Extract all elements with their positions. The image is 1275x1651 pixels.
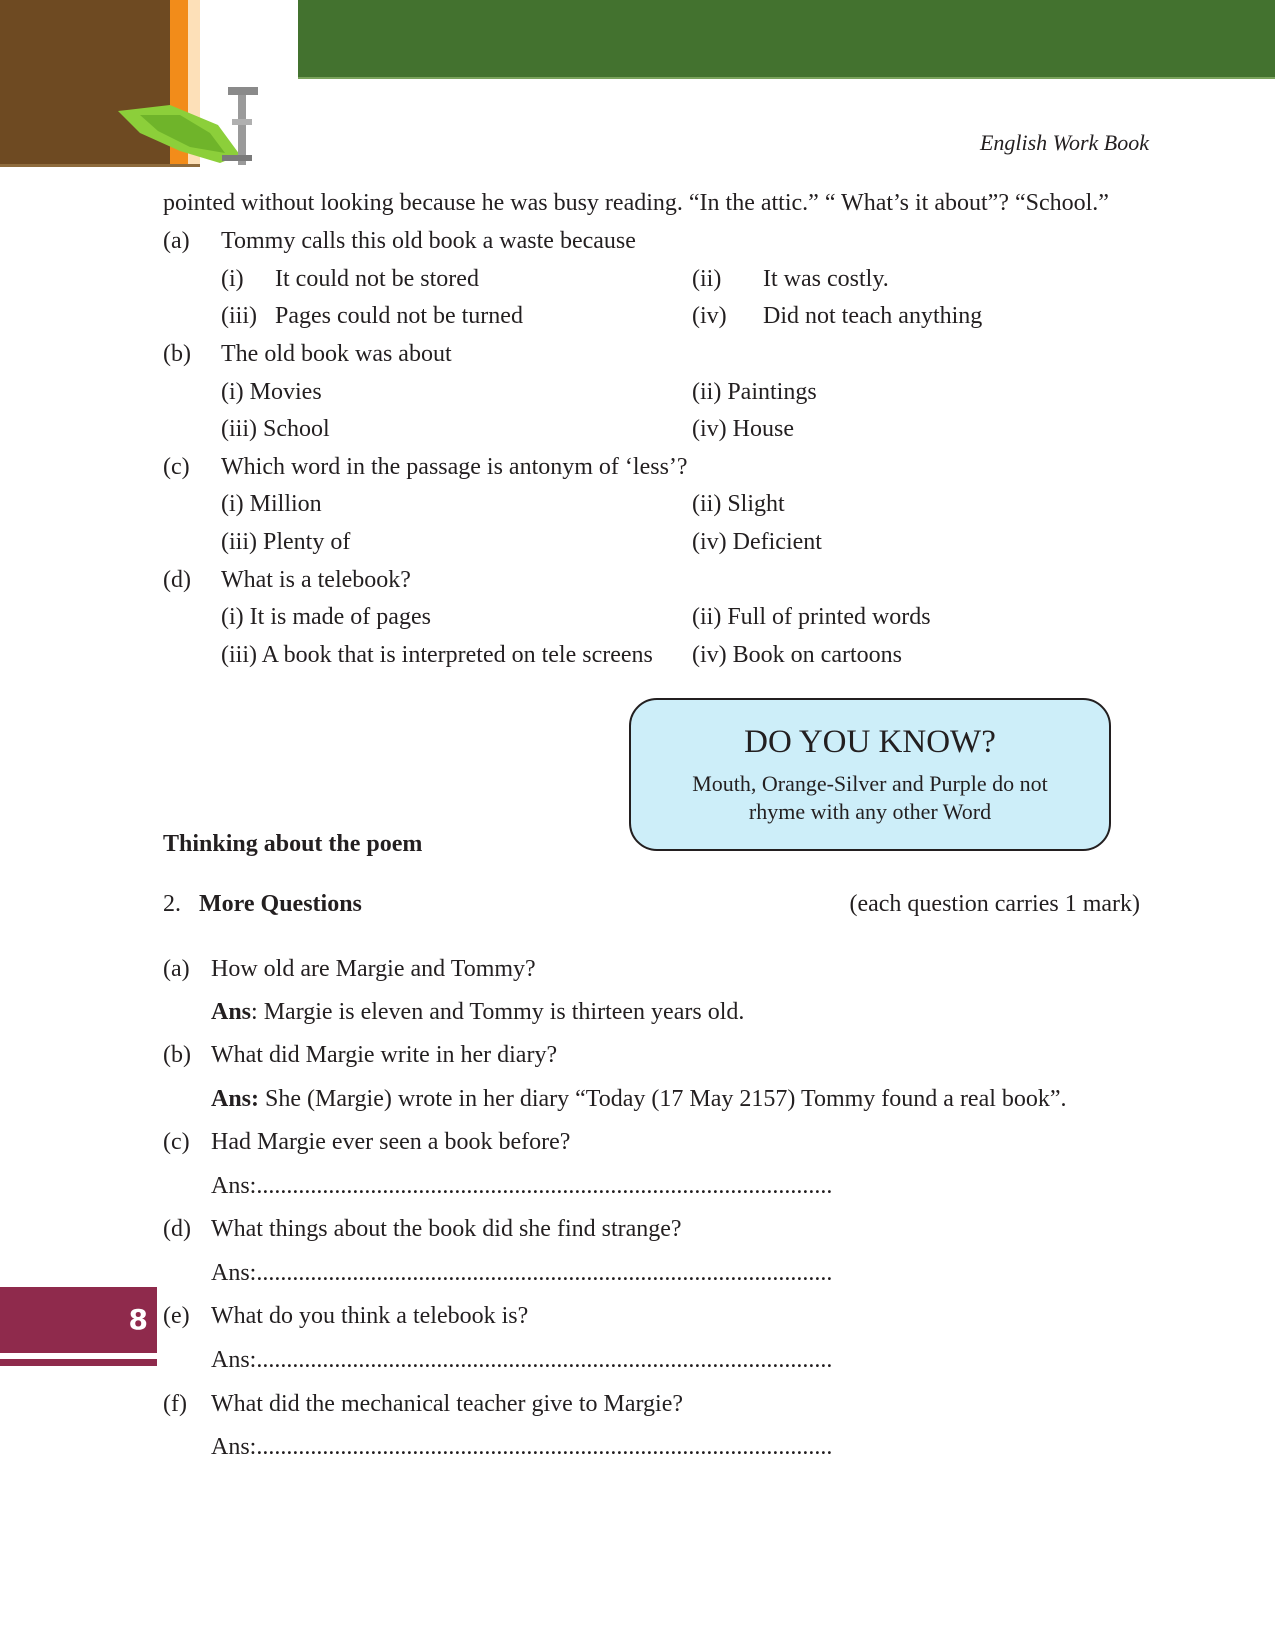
question-label: (e) [163,1303,190,1329]
question-text: What did Margie write in her diary? [211,1042,558,1068]
option-text: (iv) Deficient [692,529,822,555]
option-text: Pages could not be turned [275,303,523,329]
mcq-label: (d) [163,567,191,593]
question-text: What things about the book did she find strange? [211,1216,682,1242]
question-text: What do you think a telebook is? [211,1303,529,1329]
mcq-question: What is a telebook? [221,567,411,593]
do-you-know-line: rhyme with any other Word [748,799,992,824]
option-text: (iii) School [221,416,330,442]
marks-note: (each question carries 1 mark) [849,891,1140,917]
do-you-know-line: Mouth, Orange-Silver and Purple do not [692,771,1048,796]
option-text: (i) Movies [221,379,322,405]
answer-blank: Ans:................................................................................................ [211,1260,833,1286]
question-text: What did the mechanical teacher give to Margie? [211,1391,684,1417]
passage-text: pointed without looking because he was busy reading. “In the attic.” “ What’s it about”? “School.” [163,190,1109,216]
option-text: (iv) Book on cartoons [692,642,902,668]
option-text: It was costly. [763,266,889,292]
answer-blank: Ans:................................................................................................ [211,1434,833,1460]
mcq-label: (a) [163,228,190,254]
option-text: (iv) House [692,416,794,442]
answer-text: : Margie is eleven and Tommy is thirteen years old. [251,999,745,1025]
question-label: (f) [163,1391,187,1417]
option-text: Did not teach anything [763,303,983,329]
page-number-underline [0,1359,157,1366]
option-number: (i) [221,266,244,292]
question-label: (d) [163,1216,191,1242]
question-text: Had Margie ever seen a book before? [211,1129,571,1155]
mcq-question: The old book was about [221,341,452,367]
option-text: (ii) Full of printed words [692,604,931,630]
answer-label: Ans: [211,1086,260,1112]
option-text: It could not be stored [275,266,479,292]
running-head: English Work Book [979,130,1149,155]
answer-blank: Ans:................................................................................................ [211,1173,833,1199]
more-questions-title: More Questions [199,891,362,917]
section-heading: Thinking about the poem [163,831,423,857]
header-green-line [298,77,1275,79]
mcq-question: Which word in the passage is antonym of ‘less’? [221,454,688,480]
option-number: (iii) [221,303,257,329]
mcq-label: (c) [163,454,190,480]
answer-line [211,1084,1067,1114]
answer-text: She (Margie) wrote in her diary “Today (17 May 2157) Tommy found a real book”. [259,1086,1067,1112]
option-text: (i) It is made of pages [221,604,431,630]
mcq-question: Tommy calls this old book a waste because [221,228,636,254]
header-green-bar [298,0,1275,77]
option-text: (ii) Paintings [692,379,817,405]
do-you-know-box [629,698,1111,851]
mcq-label: (b) [163,341,191,367]
page-number: 8 [128,1303,148,1336]
option-number: (ii) [692,266,722,292]
option-number: (iv) [692,303,727,329]
option-text: (i) Million [221,491,322,517]
leaf-quill-icon [110,75,290,170]
option-text: (ii) Slight [692,491,785,517]
option-text: (iii) A book that is interpreted on tele screens [221,642,653,668]
question-label: (c) [163,1129,190,1155]
question-number: 2. [163,891,181,917]
answer-label: Ans [211,999,252,1025]
answer-line [211,997,744,1027]
option-text: (iii) Plenty of [221,529,351,555]
question-text: How old are Margie and Tommy? [211,956,536,982]
question-label: (b) [163,1042,191,1068]
answer-blank: Ans:................................................................................................ [211,1347,833,1373]
do-you-know-title: DO YOU KNOW? [744,724,996,760]
question-label: (a) [163,956,190,982]
